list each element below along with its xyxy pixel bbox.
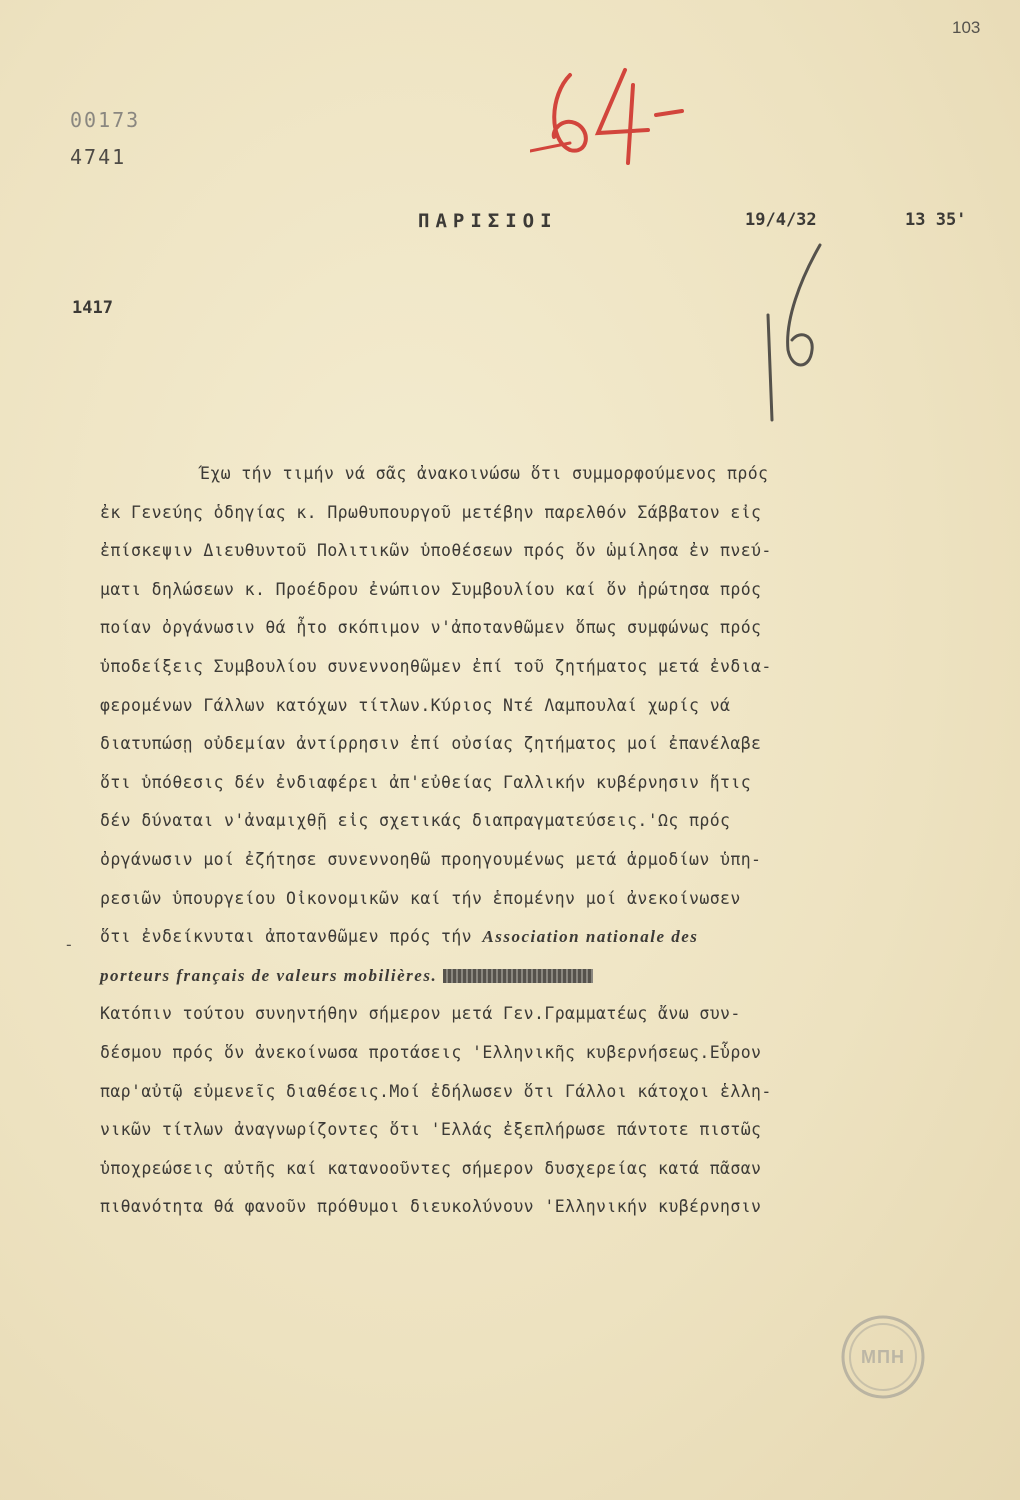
reference-code-bottom: 4741 bbox=[70, 145, 127, 169]
page-number: 103 bbox=[952, 18, 981, 37]
body-line: διατυπώσῃ οὐδεμίαν ἀντίρρησιν ἐπί οὐσίας ζητήματος μοί ἐπανέλαβε bbox=[100, 734, 762, 754]
body-line: Κατόπιν τούτου συνηντήθην σήμερον μετά Γεν.Γραμματέως ἄνω συν- bbox=[100, 1004, 741, 1024]
handwritten-margin-mark-drawing bbox=[740, 240, 840, 430]
telegram-origin: ΠΑΡΙΣΙΟΙ bbox=[418, 210, 558, 232]
body-line: Έχω τήν τιμήν νά σᾶς ἀνακοινώσω ὅτι συμμορφούμενος πρός bbox=[200, 464, 769, 483]
body-line: ποίαν ὀργάνωσιν θά ἦτο σκόπιμον ν'ἀποτανθῶμεν ὅπως συμφώνως πρός bbox=[100, 618, 762, 638]
reference-code-top: 00173 bbox=[70, 108, 141, 132]
body-line: ματι δηλώσεων κ. Προέδρου ἐνώπιον Συμβουλίου καί ὅν ἠρώτησα πρός bbox=[100, 579, 762, 599]
body-line: ὅτι ὑπόθεσις δέν ἐνδιαφέρει ἀπ'εὐθείας Γαλλικήν κυβέρνησιν ἥτις bbox=[100, 772, 752, 792]
body-line: παρ'αὐτῷ εὐμενεῖς διαθέσεις.Μοί ἐδήλωσεν ὅτι Γάλλοι κάτοχοι ἑλλη- bbox=[100, 1081, 772, 1101]
struck-out-text bbox=[443, 969, 593, 983]
body-line-latin: Association nationale des bbox=[482, 927, 699, 947]
handwritten-red-number-drawing bbox=[530, 55, 690, 165]
body-line: ὑποδείξεις Συμβουλίου συνεννοηθῶμεν ἐπί τοῦ ζητήματος μετά ἐνδια- bbox=[100, 656, 772, 676]
body-line: ὑποχρεώσεις αὐτῆς καί κατανοοῦντες σήμερον δυσχερείας κατά πᾶσαν bbox=[100, 1158, 762, 1178]
body-line-greek: ὅτι ἐνδείκνυται ἀποτανθῶμεν πρός τήν bbox=[100, 927, 473, 947]
body-line: νικῶν τίτλων ἀναγνωρίζοντες ὅτι 'Ελλάς ἐξεπλήρωσε πάντοτε πιστῶς bbox=[100, 1120, 762, 1140]
archive-stamp-text: ΜΠΗ bbox=[861, 1347, 905, 1367]
body-line bbox=[100, 918, 960, 957]
body-line: πιθανότητα θά φανοῦν πρόθυμοι διευκολύνουν 'Ελληνικήν κυβέρνησιν bbox=[100, 1197, 762, 1217]
margin-tick: - bbox=[64, 935, 74, 954]
telegram-date: 19/4/32 bbox=[745, 210, 817, 230]
handwritten-margin-mark bbox=[740, 240, 840, 430]
body-line: ἐκ Γενεύης ὁδηγίας κ. Πρωθυπουργοῦ μετέβην παρελθόν Σάββατον εἰς bbox=[100, 502, 762, 522]
body-line: φερομένων Γάλλων κατόχων τίτλων.Κύριος Ντέ Λαμπουλαί χωρίς νά bbox=[100, 695, 731, 715]
body-line-latin: porteurs français de valeurs mobilières. bbox=[100, 965, 438, 985]
telegram-body bbox=[100, 455, 960, 1227]
body-line bbox=[100, 957, 960, 996]
handwritten-red-number bbox=[530, 55, 690, 165]
body-line: ὀργάνωσιν μοί ἐζήτησε συνεννοηθῶ προηγουμένως μετά ἁρμοδίων ὑπη- bbox=[100, 849, 762, 869]
body-line: δέσμου πρός ὅν ἀνεκοίνωσα προτάσεις 'Ελληνικῆς κυβερνήσεως.Εὗρον bbox=[100, 1042, 762, 1062]
document-number: 1417 bbox=[72, 298, 113, 318]
body-line: ρεσιῶν ὑπουργείου Οἰκονομικῶν καί τήν ἑπομένην μοί ἀνεκοίνωσεν bbox=[100, 888, 741, 908]
archive-stamp bbox=[838, 1312, 928, 1402]
body-line: ἐπίσκεψιν Διευθυντοῦ Πολιτικῶν ὑποθέσεων πρός ὅν ὡμίλησα ἐν πνεύ- bbox=[100, 541, 772, 561]
body-line: δέν δύναται ν'ἀναμιχθῇ εἰς σχετικάς διαπραγματεύσεις.'Ως πρός bbox=[100, 811, 731, 831]
telegram-time: 13 35' bbox=[905, 210, 967, 230]
